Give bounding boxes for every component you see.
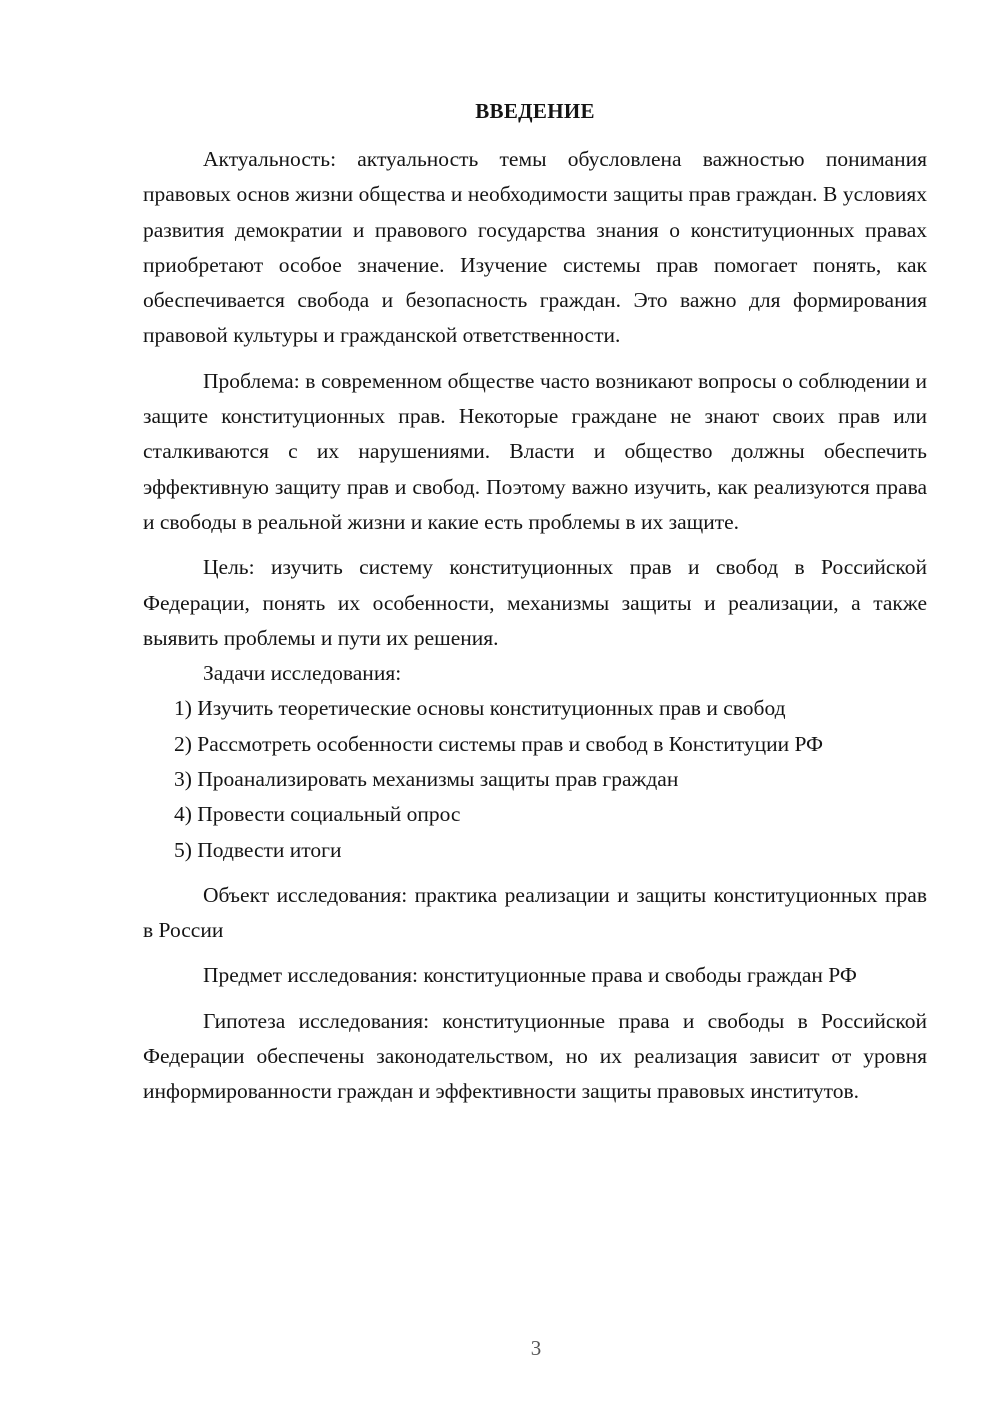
list-item: 4) Провести социальный опрос [174,802,461,827]
body-text [143,142,927,1109]
object-paragraph: Объект исследования: практика реализации и защиты конституционных прав в России [143,882,927,942]
problem-paragraph: Проблема: в современном обществе часто возникают вопросы о соблюдении и защите конституционных прав. Некоторые граждане не знают своих прав или сталкиваются с их нарушениями. Власти и общество должны обеспечить эффективную защиту прав и свобод. Поэтому важно изучить, как реализуются права и свободы в реальной жизни и какие есть проблемы в их защите. [143,368,927,534]
tasks-heading: Задачи исследования: [203,661,402,686]
page-number: 3 [530,1336,542,1360]
page-title: ВВЕДЕНИЕ [475,99,595,123]
goal-paragraph: Цель: изучить систему конституционных прав и свобод в Российской Федерации, понять их особенности, механизмы защиты и реализации, а также выявить проблемы и пути их решения. [143,555,927,650]
subject-paragraph: Предмет исследования: конституционные права и свободы граждан РФ [203,963,857,988]
list-item: 5) Подвести итоги [174,837,342,862]
list-item: 2) Рассмотреть особенности системы прав и свобод в Конституции РФ [174,731,824,756]
list-item: 1) Изучить теоретические основы конституционных прав и свобод [174,696,786,721]
list-item: 3) Проанализировать механизмы защиты прав граждан [174,767,679,792]
relevance-paragraph: Актуальность: актуальность темы обусловлена важностью понимания правовых основ жизни общества и необходимости защиты прав граждан. В условиях развития демократии и правового государства знания о конституционных правах приобретают особое значение. Изучение системы прав помогает понять, как обеспечивается свобода и безопасность граждан. Это важно для формирования правовой культуры и гражданской ответственности. [143,147,927,348]
hypothesis-paragraph: Гипотеза исследования: конституционные права и свободы в Российской Федерации обеспечены законодательством, но их реализация зависит от уровня информированности граждан и эффективности защиты правовых институтов. [143,1008,927,1104]
